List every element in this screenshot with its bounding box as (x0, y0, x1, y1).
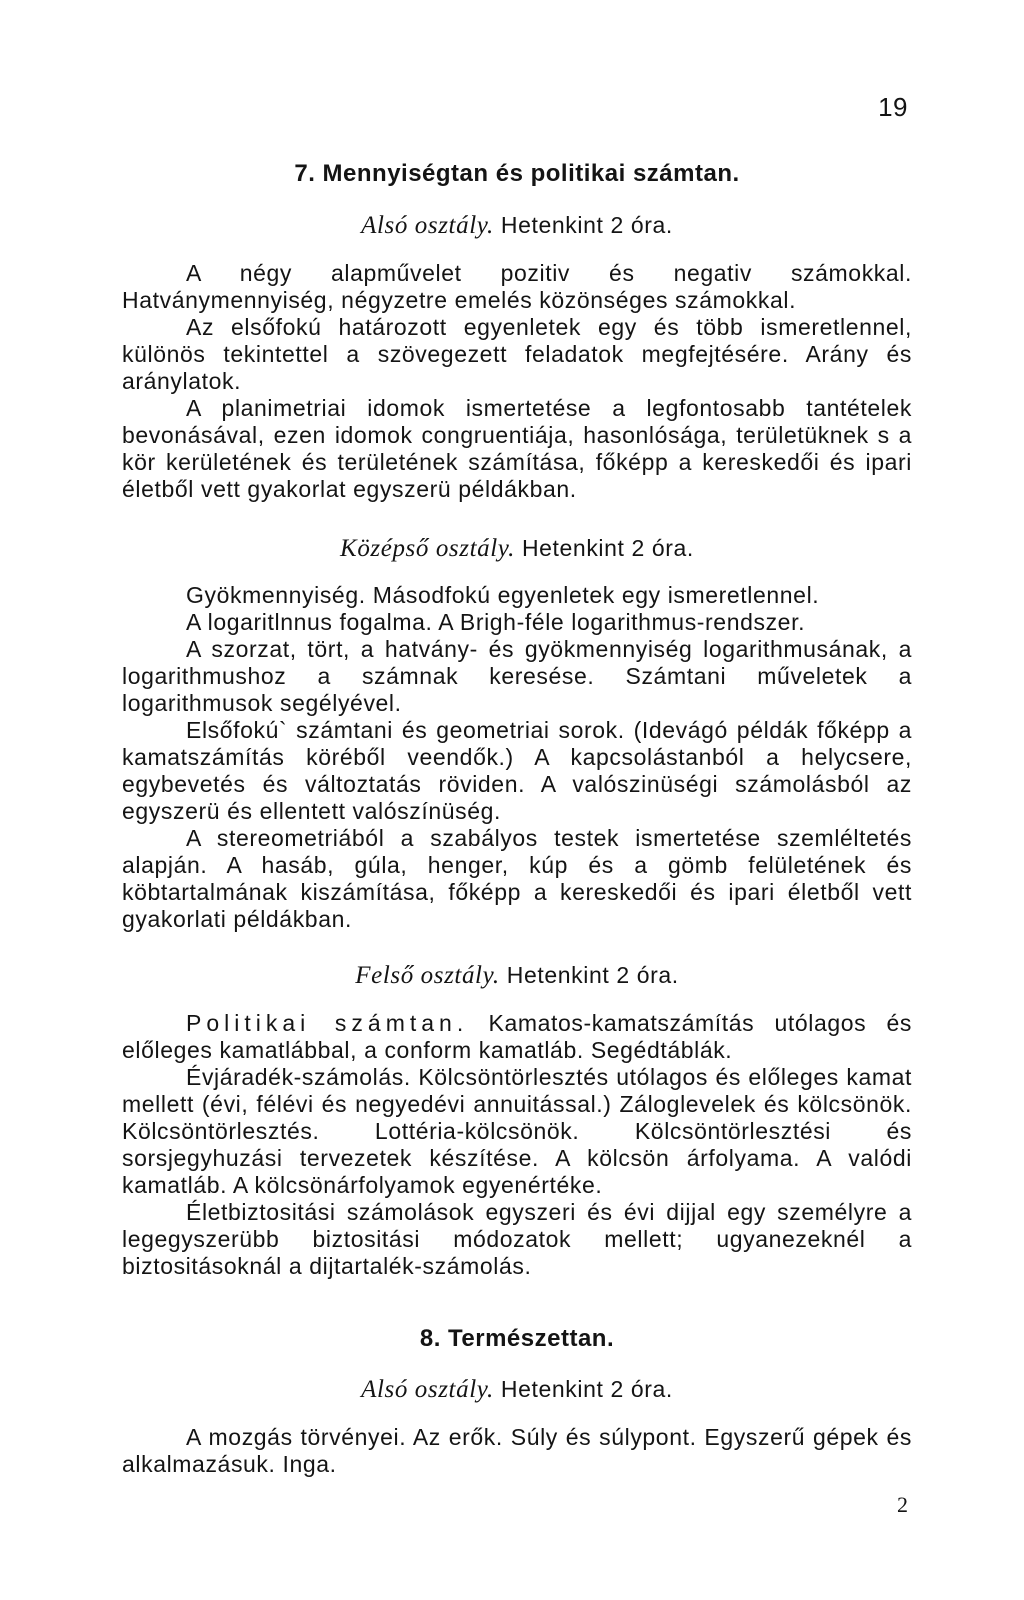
paragraph: Évjáradék-számolás. Kölcsöntörlesztés utólagos és előleges kamat mellett (évi, félévi és negyedévi annuitással.) Záloglevelek és kölcsönök. Kölcsöntörlesztés. Lottéria-kölcsönök. Kölcsöntörlesztési és sorsjegyhuzási tervezetek készítése. A kölcsön árfolyama. A valódi kamatláb. A kölcsönárfolyamok egyenértéke. (122, 1064, 912, 1198)
paragraph: A négy alapművelet pozitiv és negativ számokkal. Hatványmennyiség, négyzetre emelés közönséges számokkal. (122, 260, 912, 313)
weekly-hours: Hetenkint 2 óra. (500, 212, 673, 238)
section-7-middle-body (122, 582, 912, 933)
section-7-heading: 7. Mennyiségtan és politikai számtan. (294, 160, 740, 187)
paragraph (122, 1010, 912, 1064)
paragraph: A logaritlnnus fogalma. A Brigh-féle logarithmus-rendszer. (186, 609, 806, 635)
section-7-lower-body (122, 260, 912, 503)
paragraph: A planimetriai idomok ismertetése a legfontosabb tantételek bevonásával, ezen idomok congruentiája, hasonlósága, területüknek s a kör kerületének és területének számítása, főképp a kereskedői és ipari életből vett gyakorlat egyszerü példákban. (122, 395, 912, 502)
section-7-upper-body (122, 1010, 912, 1280)
paragraph: Gyökmennyiség. Másodfokú egyenletek egy ismeretlennel. (186, 582, 820, 608)
weekly-hours: Hetenkint 2 óra. (500, 1376, 673, 1402)
section-8-lower-body (122, 1424, 912, 1478)
paragraph: A szorzat, tört, a hatvány- és gyökmennyiség logarithmusának, a logarithmushoz a számnak keresése. Számtani műveletek a logarithmusok segélyével. (122, 636, 912, 716)
paragraph: A mozgás törvényei. Az erők. Súly és súlypont. Egyszerű gépek és alkalmazásuk. Inga. (122, 1424, 912, 1477)
weekly-hours: Hetenkint 2 óra. (521, 535, 694, 561)
class-label: Alsó osztály. (361, 212, 494, 239)
class-label: Felső osztály. (355, 962, 500, 989)
paragraph: Az elsőfokú határozott egyenletek egy és több ismeretlennel, különös tekintettel a szövegezett feladatok megfejtésére. Arány és aránylatok. (122, 314, 912, 394)
page-number: 19 (878, 92, 908, 122)
class-label: Középső osztály. (340, 535, 515, 562)
class-label: Alsó osztály. (361, 1376, 494, 1403)
weekly-hours: Hetenkint 2 óra. (506, 962, 679, 988)
section-7-middle-subheading (122, 535, 912, 563)
section-8-heading: 8. Természettan. (419, 1325, 615, 1352)
section-8-lower-subheading (122, 1376, 912, 1404)
paragraph: A stereometriából a szabályos testek ismertetése szemléltetés alapján. A hasáb, gúla, henger, kúp és a gömb felületének és köbtartalmának kiszámítása, főképp a kereskedői és ipari életből vett gyakorlati példákban. (122, 825, 912, 932)
section-7-lower-subheading (122, 212, 912, 240)
signature-mark: 2 (897, 1492, 908, 1517)
paragraph: Életbiztositási számolások egyszeri és évi dijjal egy személyre a legegyszerübb biztositási módozatok mellett; ugyanezeknél a biztositásoknál a dijtartalék-számolás. (122, 1199, 912, 1279)
section-7-upper-subheading (122, 962, 912, 990)
lead-spaced-title: Politikai számtan. (186, 1010, 469, 1036)
paragraph-text: Kamatos-kamatszámítás utólagos és előleges kamatlábbal, a conform kamatláb. Segédtáblák. (122, 1010, 912, 1063)
paragraph: Elsőfokú` számtani és geometriai sorok. (Idevágó példák főképp a kamatszámítás köréből veendők.) A kapcsolástanból a helycsere, egybevetés és változtatás röviden. A valószinüségi számolásból az egyszerü és ellentett valószínüség. (122, 717, 912, 824)
